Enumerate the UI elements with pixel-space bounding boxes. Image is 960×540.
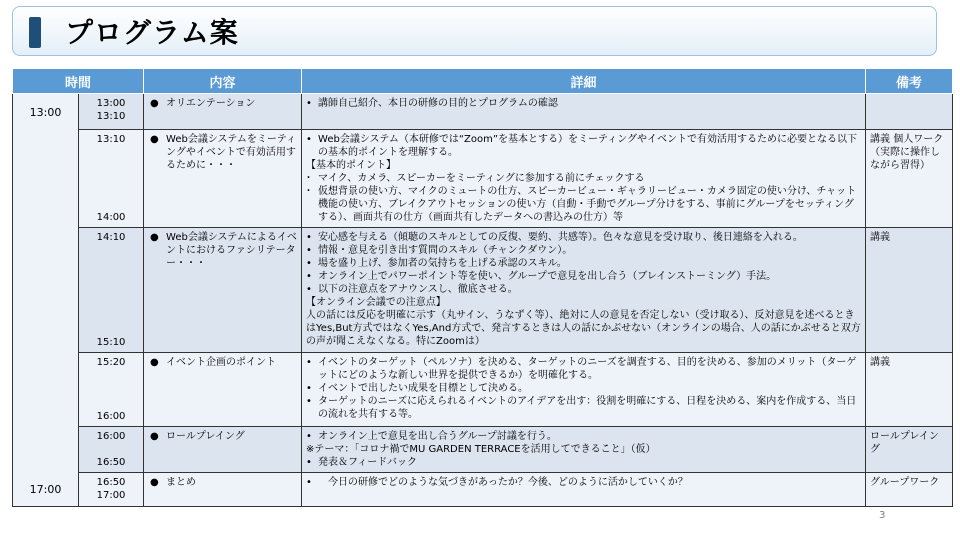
table-header-row — [13, 69, 953, 94]
session-time — [13, 94, 79, 507]
row-start: 15:20 — [96, 357, 126, 368]
row-content: ● まとめ — [144, 473, 302, 507]
detail-note: 人の話には反応を明確に示す（丸サイン、うなずく等）、絶対に人の意見を否定しない（受け取る）、反対意見を述べるときはYes,But方式ではなくYes,And方式で、発言するときは人の話にかぶせない（オンラインの場合、人の話にかぶせると双方の声が聞こえなくなる。特にZoomは） — [306, 310, 861, 347]
row-remarks: 講義 — [866, 353, 953, 427]
row-detail — [302, 228, 866, 353]
row-remarks — [866, 94, 953, 130]
row-content: ● ロールプレイング — [144, 427, 302, 473]
row-remarks: ロールプレイング — [866, 427, 953, 473]
row-detail — [302, 473, 866, 507]
row-detail — [302, 353, 866, 427]
row-end: 14:00 — [96, 212, 126, 223]
session-end: 17:00 — [29, 483, 62, 496]
row-end: 15:10 — [96, 337, 126, 348]
detail-item: ･ 仮想背景の使い方、マイクのミュートの仕方、スピーカービュー・ギャラリービュー・カメラ固定の使い分け、チャット機能の使い方、ブレイクアウトセッションの使い方（自動・手動でグループ分けをする、事前にグループをセッティングする）、画面共有の仕方（画面共有したデータへの書込みの仕方）等 — [306, 185, 861, 224]
row-time — [79, 427, 144, 473]
detail-item: • イベントのターゲット（ペルソナ）を決める、ターゲットのニーズを調査する、目的を決める、参加のメリット（ターゲットにどのような新しい世界を提供できるか）を明確化する。 — [306, 356, 861, 382]
detail-item: • 講師自己紹介、本日の研修の目的とプログラムの確認 — [306, 97, 861, 110]
detail-note: ※テーマ：「コロナ禍でMU GARDEN TERRACEを活用してできること」（仮） — [306, 444, 656, 455]
row-content-text: まとめ — [166, 477, 197, 488]
row-time — [79, 94, 144, 130]
row-remarks: グループワーク — [866, 473, 953, 507]
row-content-text: Web会議システムによるイベントにおけるファシリテーター・・・ — [166, 232, 297, 269]
detail-note: 【オンライン会議での注意点】 — [306, 297, 446, 308]
row-time — [79, 130, 144, 228]
header-detail: 詳細 — [302, 69, 866, 94]
detail-item: • オンライン上でパワーポイント等を使い、グループで意見を出し合う（ブレインストーミング）手法。 — [306, 270, 861, 283]
detail-item: • Web会議システム（本研修では“Zoom”を基本とする）をミーティングやイベントで有効活用するために必要となる以下の基本的ポイントを理解する。 — [306, 133, 861, 159]
session-start: 13:00 — [29, 106, 62, 119]
row-detail — [302, 130, 866, 228]
header-remarks: 備考 — [866, 69, 953, 94]
row-time — [79, 353, 144, 427]
detail-item: • ターゲットのニーズに応えられるイベントのアイデアを出す：役割を明確にする、日程を決める、案内を作成する、当日の流れを共有する等。 — [306, 395, 861, 421]
table-row — [13, 353, 953, 427]
detail-item: • イベントで出したい成果を目標として決める。 — [306, 382, 861, 395]
row-detail — [302, 427, 866, 473]
row-start: 16:00 — [96, 431, 126, 442]
row-detail — [302, 94, 866, 130]
detail-item: ･ マイク、カメラ、スピーカーをミーティングに参加する前にチェックする — [306, 172, 861, 185]
row-content: ● イベント企画のポイント — [144, 353, 302, 427]
table-row — [13, 473, 953, 507]
row-remarks: 講義 — [866, 228, 953, 353]
detail-item: • 発表＆フィードバック — [306, 456, 861, 469]
row-start: 13:10 — [96, 134, 126, 145]
row-content: ● Web会議システムをミーティングやイベントで有効活用するために・・・ — [144, 130, 302, 228]
row-content-text: ロールプレイング — [166, 431, 245, 442]
row-content: ● オリエンテーション — [144, 94, 302, 130]
header-content: 内容 — [144, 69, 302, 94]
detail-note: 【基本的ポイント】 — [306, 160, 397, 171]
row-end: 16:00 — [96, 411, 126, 422]
detail-item: • 以下の注意点をアナウンスし、徹底させる。 — [306, 283, 861, 296]
row-content-text: Web会議システムをミーティングやイベントで有効活用するために・・・ — [166, 134, 297, 171]
program-table — [12, 68, 953, 507]
row-end: 13:10 — [96, 111, 126, 122]
row-time — [79, 228, 144, 353]
row-start: 13:00 — [96, 98, 126, 109]
detail-item: • オンライン上で意見を出し合うグループ討議を行う。 — [306, 430, 861, 443]
detail-item: • 情報・意見を引き出す質問のスキル（チャンクダウン）。 — [306, 244, 861, 257]
table-row — [13, 94, 953, 130]
page-number: 3 — [879, 510, 886, 521]
page-title: プログラム案 — [65, 16, 239, 49]
row-content-text: オリエンテーション — [166, 98, 256, 109]
row-time — [79, 473, 144, 507]
row-start: 14:10 — [96, 232, 126, 243]
title-accent-bar — [29, 17, 41, 48]
row-end: 17:00 — [96, 490, 126, 501]
detail-item: • 場を盛り上げ、参加者の気持ちを上げる承認のスキル。 — [306, 257, 861, 270]
table-row — [13, 228, 953, 353]
row-remarks: 講義 個人ワーク（実際に操作しながら習得） — [866, 130, 953, 228]
table-row — [13, 427, 953, 473]
row-end: 16:50 — [96, 457, 126, 468]
table-row — [13, 130, 953, 228]
row-start: 16:50 — [96, 477, 126, 488]
row-content: ● Web会議システムによるイベントにおけるファシリテーター・・・ — [144, 228, 302, 353]
title-bar — [12, 6, 937, 56]
detail-item: • 今日の研修でどのような気づきがあったか？今後、どのように活かしていくか？ — [306, 476, 861, 489]
detail-item: • 安心感を与える（傾聴のスキルとしての反復、要約、共感等）。色々な意見を受け取り、後日連絡を入れる。 — [306, 231, 861, 244]
row-content-text: イベント企画のポイント — [166, 357, 277, 368]
header-time: 時間 — [13, 69, 144, 94]
